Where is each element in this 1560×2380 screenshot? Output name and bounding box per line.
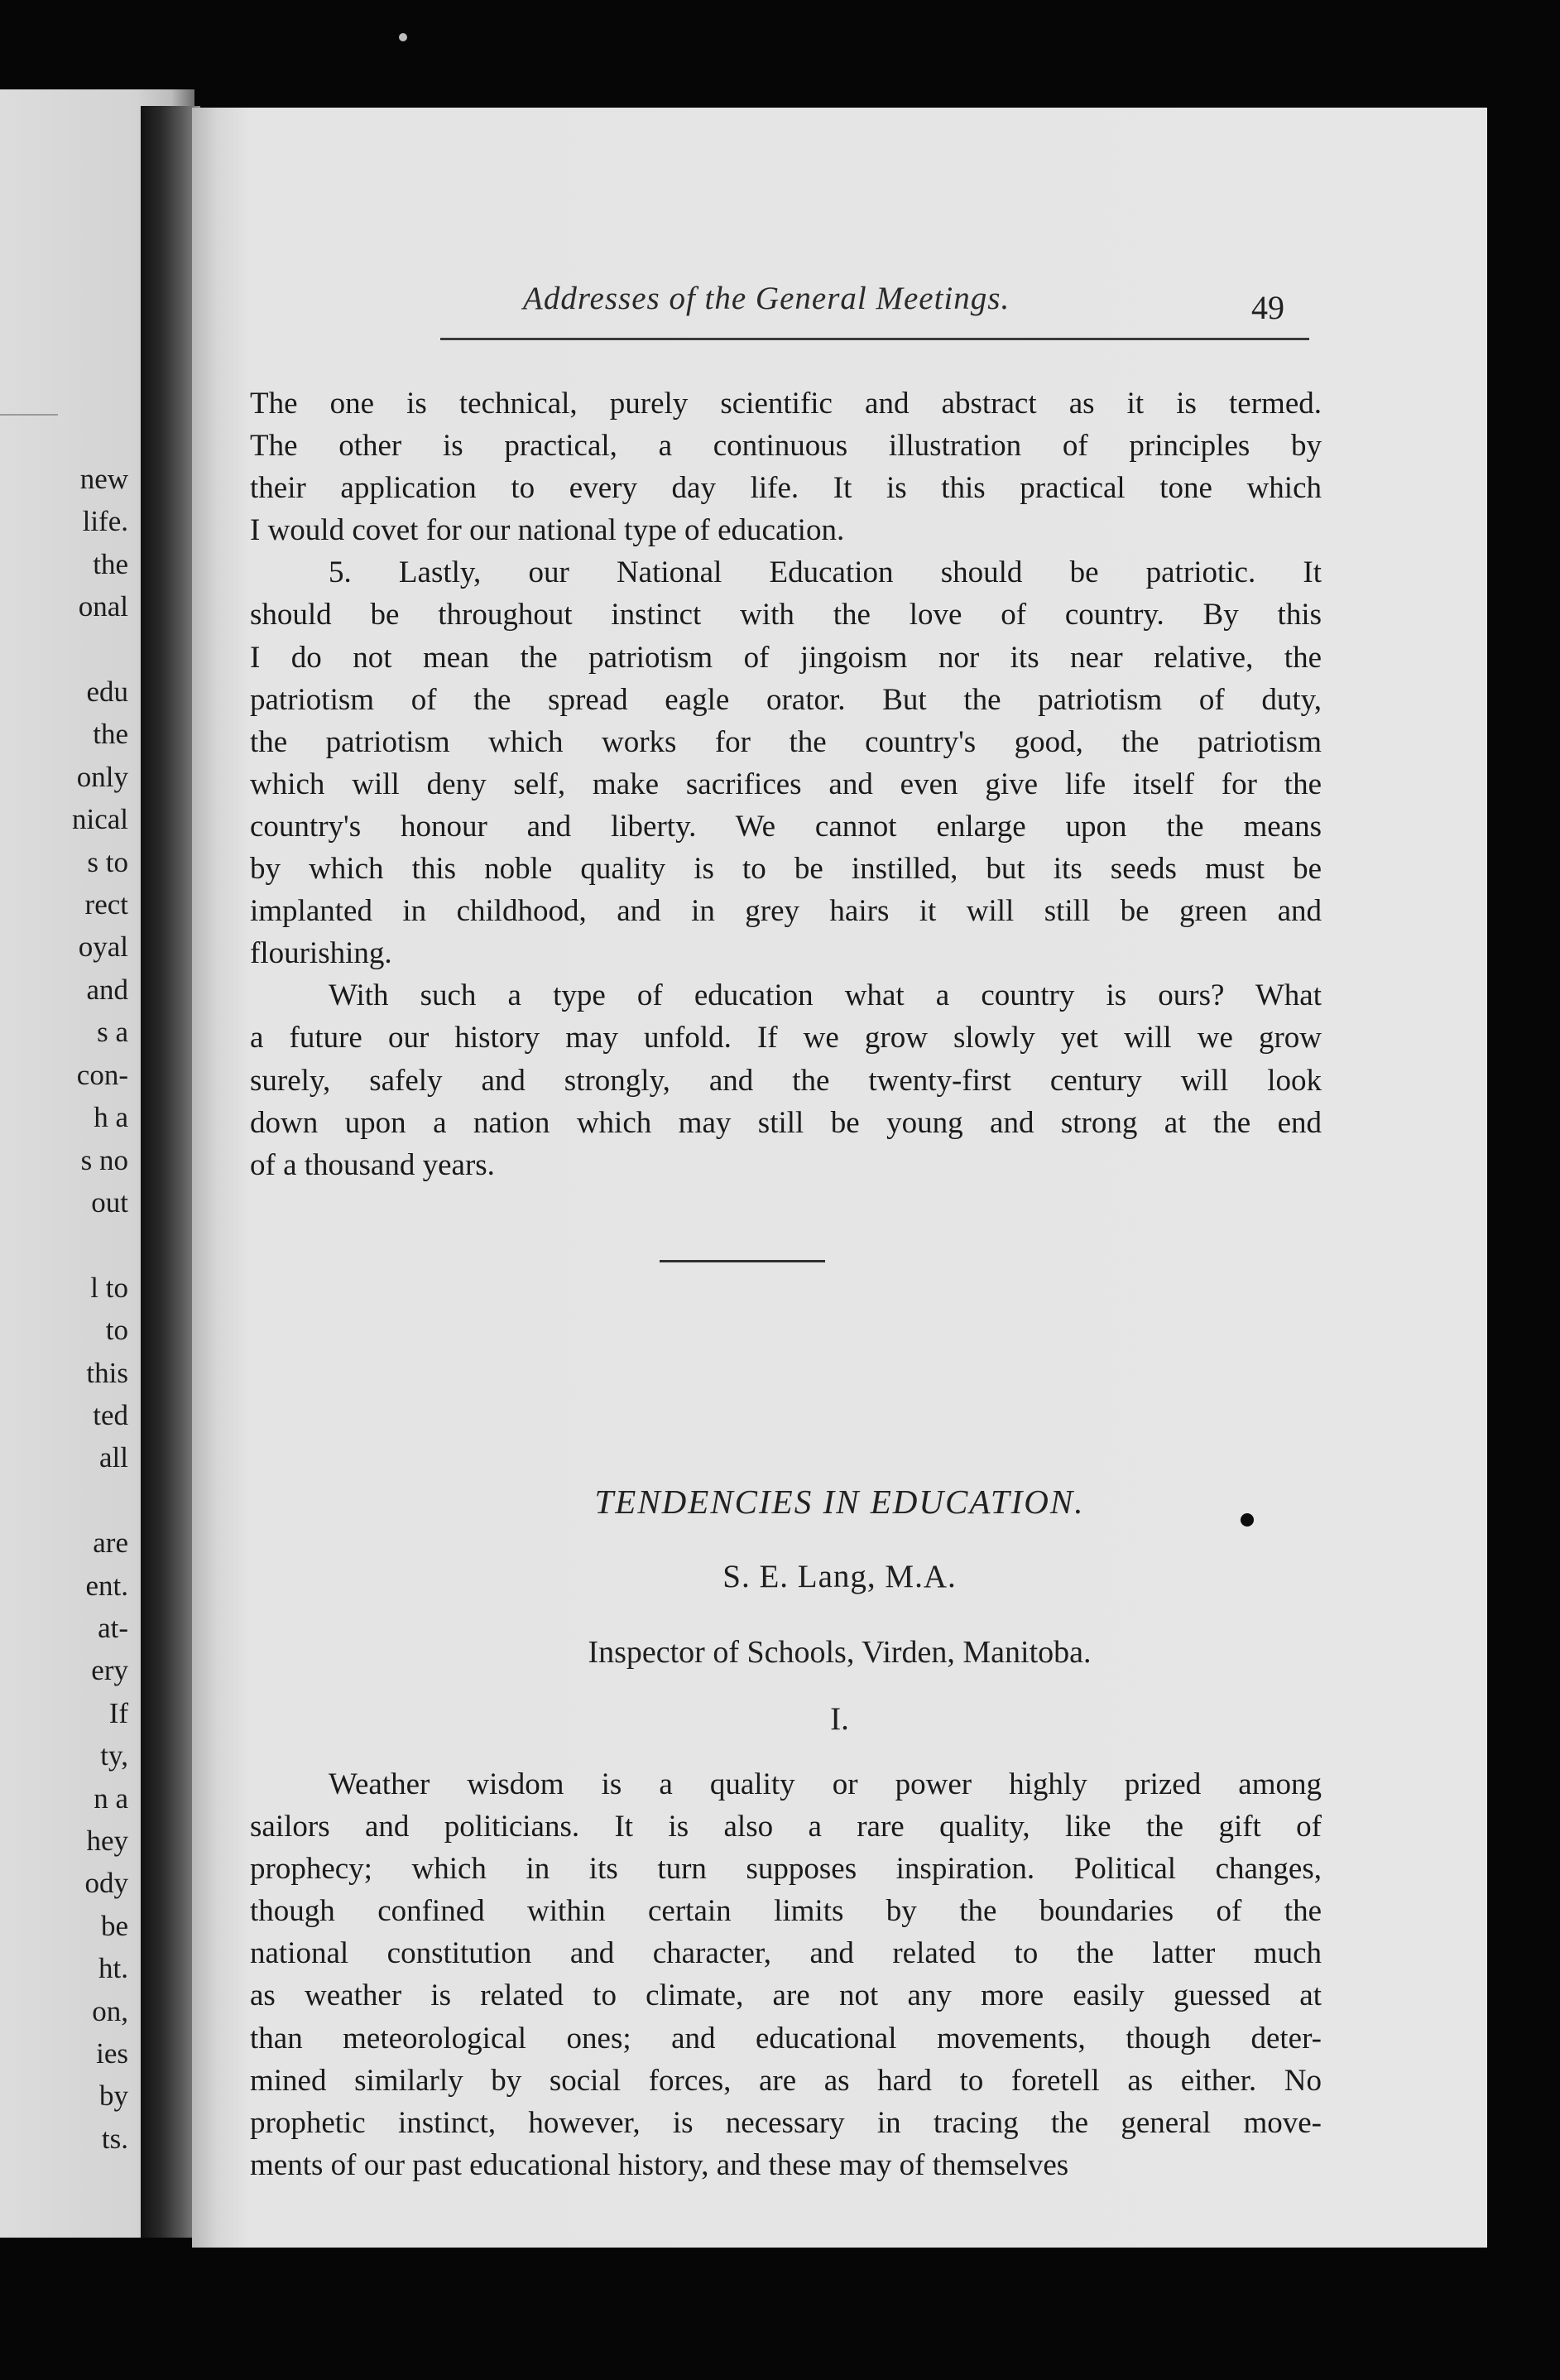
previous-page-fragment: out bbox=[91, 1185, 128, 1219]
previous-page-fragment: n a bbox=[94, 1781, 128, 1815]
previous-page-fragment: s no bbox=[80, 1143, 128, 1176]
text-line: I do not mean the patriotism of jingoism nor its near relative, the bbox=[250, 640, 1322, 675]
text-line: ments of our past educational history, and these may of themselves bbox=[250, 2147, 1069, 2182]
text-line: a future our history may unfold. If we grow slowly yet will we grow bbox=[250, 1021, 1322, 1055]
text-line: country's honour and liberty. We cannot enlarge upon the means bbox=[250, 809, 1322, 844]
text-line: I would covet for our national type of education. bbox=[250, 513, 845, 548]
section-separator-rule bbox=[660, 1260, 825, 1262]
previous-page-fragment: all bbox=[99, 1441, 128, 1474]
previous-page-fragment: h a bbox=[94, 1101, 128, 1134]
previous-page-fragment bbox=[72, 628, 128, 671]
previous-page-fragment: ies bbox=[96, 2037, 128, 2070]
previous-page-fragment: only bbox=[76, 760, 128, 793]
paragraph-closing bbox=[250, 974, 1322, 1185]
text-line: of a thousand years. bbox=[250, 1147, 495, 1182]
previous-page-fragment: s a bbox=[97, 1016, 128, 1049]
text-line: the patriotism which works for the country's good, the patriotism bbox=[250, 724, 1322, 759]
previous-page-fragment: l to bbox=[90, 1271, 128, 1304]
header-rule bbox=[440, 338, 1309, 340]
scan-speck bbox=[399, 33, 407, 41]
previous-page-fragment bbox=[72, 1224, 128, 1266]
previous-page-fragment: at- bbox=[98, 1611, 128, 1644]
text-line: surely, safely and strongly, and the twenty-first century will look bbox=[250, 1063, 1322, 1098]
text-line: mined similarly by social forces, are as hard to foretell as either. No bbox=[250, 2063, 1322, 2098]
running-head: Addresses of the General Meetings. bbox=[523, 281, 1010, 316]
text-line: flourishing. bbox=[250, 936, 392, 971]
previous-page-fragment: ted bbox=[93, 1398, 128, 1431]
section-numeral: I. bbox=[830, 1701, 849, 1737]
article-title: TENDENCIES IN EDUCATION. bbox=[594, 1483, 1085, 1521]
previous-page-fragment: life. bbox=[82, 505, 128, 538]
previous-page-fragment: this bbox=[86, 1356, 128, 1389]
author-affiliation: Inspector of Schools, Virden, Manitoba. bbox=[588, 1635, 1092, 1670]
text-line: prophetic instinct, however, is necessary in tracing the general move- bbox=[250, 2105, 1322, 2140]
previous-page-fragment: s to bbox=[87, 845, 128, 878]
text-line: though confined within certain limits by the boundaries of the bbox=[250, 1894, 1322, 1929]
previous-page-fragment: by bbox=[99, 2079, 128, 2113]
previous-page-fragment: ody bbox=[84, 1867, 128, 1900]
text-line: by which this noble quality is to be instilled, but its seeds must be bbox=[250, 852, 1322, 887]
book-page bbox=[192, 108, 1487, 2248]
previous-page-fragment: nical bbox=[71, 803, 128, 836]
text-line: as weather is related to climate, are not any more easily guessed at bbox=[250, 1979, 1322, 2013]
text-line: patriotism of the spread eagle orator. But the patriotism of duty, bbox=[250, 682, 1322, 717]
text-line: The other is practical, a continuous illustration of principles by bbox=[250, 429, 1322, 464]
previous-page-fragment: the bbox=[93, 547, 128, 580]
previous-page-fragment: ty, bbox=[100, 1739, 128, 1772]
previous-page-text-fragments bbox=[72, 458, 128, 2160]
article-author: S. E. Lang, M.A. bbox=[722, 1559, 957, 1594]
paragraph-point-5 bbox=[250, 551, 1322, 974]
text-line: than meteorological ones; and educational movements, though deter- bbox=[250, 2021, 1322, 2055]
previous-page-fragment: If bbox=[108, 1696, 128, 1729]
previous-page-fragment: hey bbox=[86, 1825, 128, 1857]
article-body-paragraph bbox=[250, 1763, 1322, 2186]
text-line: Weather wisdom is a quality or power highly prized among bbox=[329, 1767, 1322, 1801]
previous-page-fragment: ent. bbox=[85, 1569, 128, 1602]
previous-page-fragment: ts. bbox=[101, 2122, 128, 2155]
previous-page-fragment: are bbox=[93, 1527, 128, 1560]
previous-page-fragment bbox=[72, 1479, 128, 1522]
previous-page-rule bbox=[0, 414, 58, 416]
text-line: down upon a nation which may still be young and strong at the end bbox=[250, 1105, 1322, 1140]
ink-dot bbox=[1241, 1513, 1254, 1527]
text-line: their application to every day life. It is this practical tone which bbox=[250, 471, 1322, 506]
text-line: national constitution and character, and related to the latter much bbox=[250, 1936, 1322, 1971]
previous-page-fragment: onal bbox=[78, 590, 128, 623]
previous-page-fragment: to bbox=[105, 1314, 128, 1347]
paragraph-continued bbox=[250, 382, 1322, 551]
previous-page-fragment: the bbox=[93, 718, 128, 751]
text-line: implanted in childhood, and in grey hairs it will still be green and bbox=[250, 894, 1322, 929]
text-line: prophecy; which in its turn supposes inspiration. Political changes, bbox=[250, 1852, 1322, 1887]
text-line: which will deny self, make sacrifices and even give life itself for the bbox=[250, 767, 1322, 801]
previous-page-fragment: con- bbox=[76, 1058, 128, 1091]
previous-page-fragment: ery bbox=[91, 1654, 128, 1687]
intro-text-block bbox=[250, 382, 1322, 1186]
previous-page-fragment: on, bbox=[92, 1994, 128, 2027]
text-line: should be throughout instinct with the love of country. By this bbox=[250, 598, 1322, 632]
text-line: The one is technical, purely scientific and abstract as it is termed. bbox=[250, 387, 1322, 421]
text-line: 5. Lastly, our National Education should be patriotic. It bbox=[329, 555, 1322, 590]
previous-page-fragment: be bbox=[100, 1909, 128, 1942]
previous-page-fragment: new bbox=[79, 463, 128, 495]
previous-page-fragment: and bbox=[86, 973, 128, 1006]
previous-page-fragment: oyal bbox=[78, 930, 128, 964]
text-line: With such a type of education what a country is ours? What bbox=[329, 978, 1322, 1013]
previous-page-fragment: edu bbox=[86, 676, 128, 709]
previous-page-fragment: ht. bbox=[98, 1952, 128, 1985]
page-number: 49 bbox=[1251, 289, 1284, 326]
previous-page-fragment: rect bbox=[84, 888, 128, 921]
text-line: sailors and politicians. It is also a rare quality, like the gift of bbox=[250, 1810, 1322, 1844]
